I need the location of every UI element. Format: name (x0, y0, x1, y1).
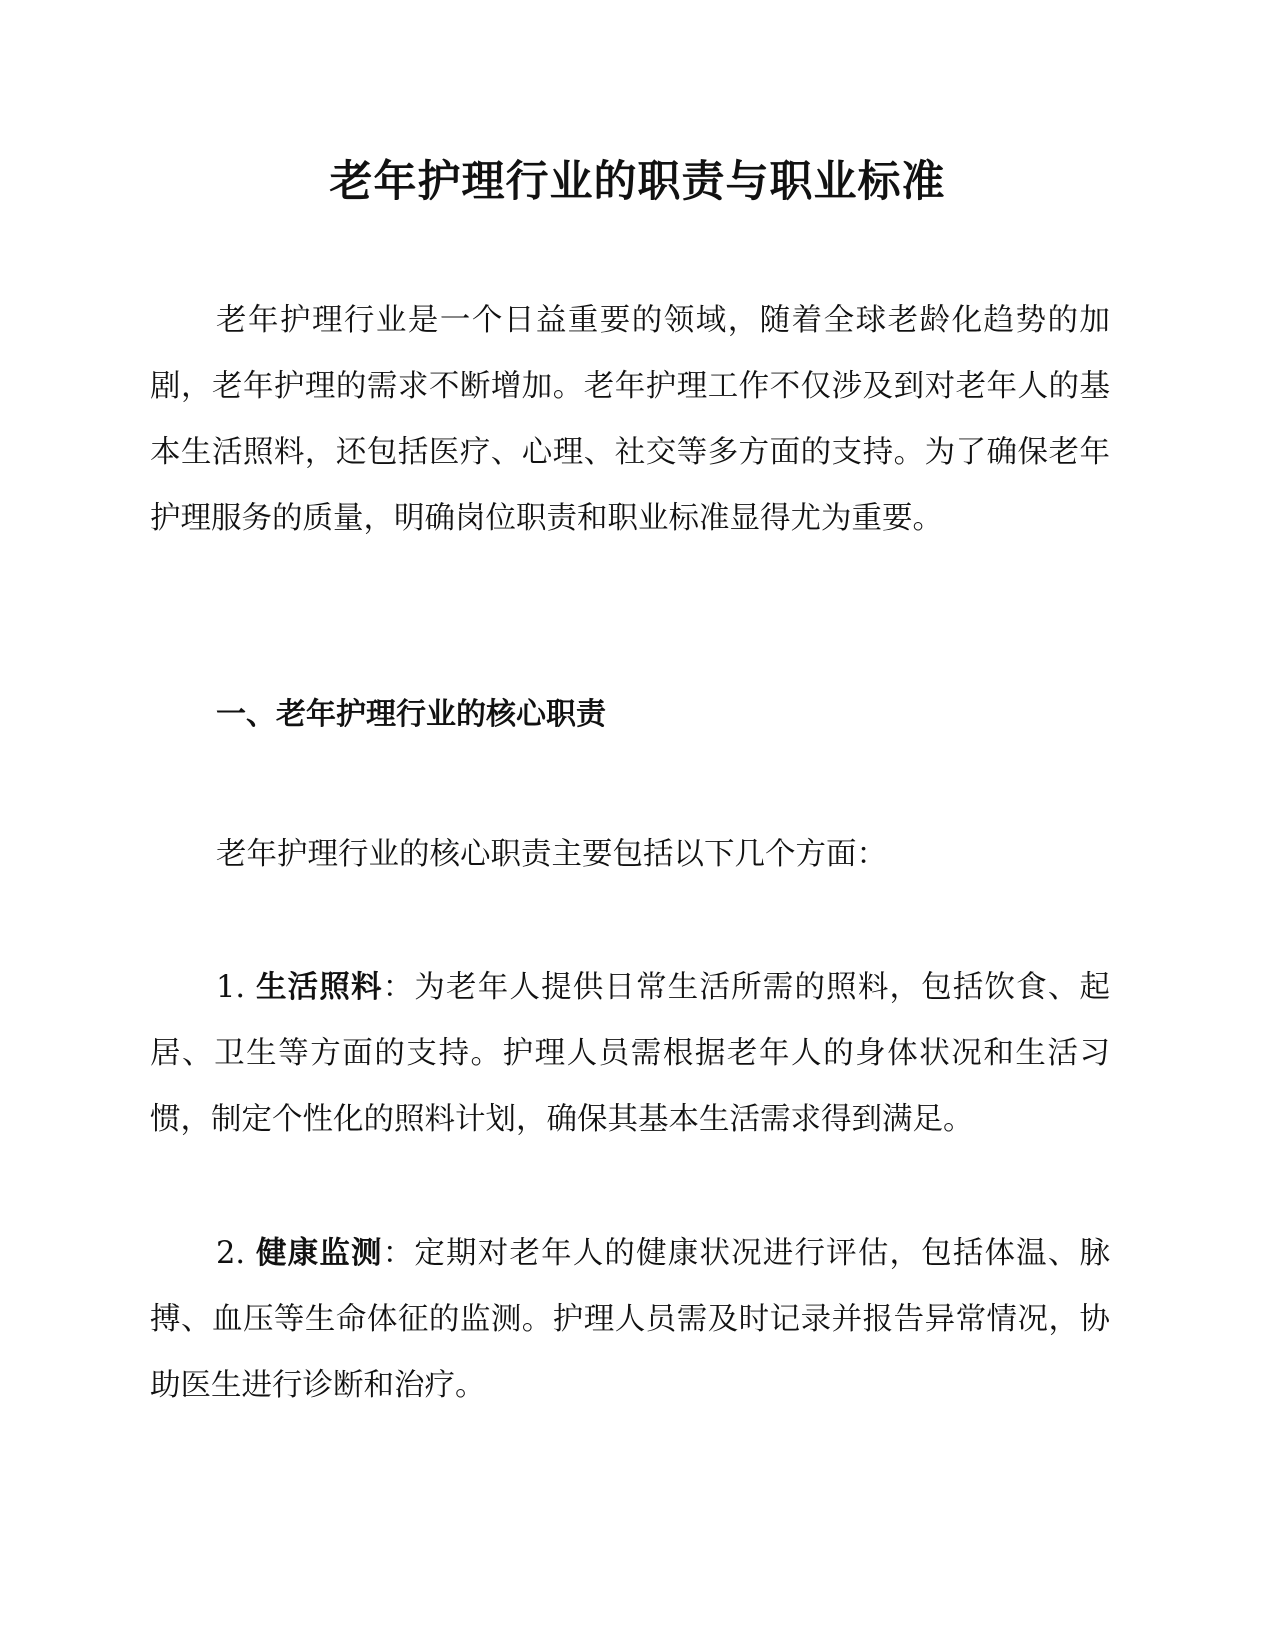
list-item-separator: ： (382, 1236, 415, 1271)
document-title: 老年护理行业的职责与职业标准 (329, 157, 946, 207)
list-item-term: 健康监测 (255, 1236, 383, 1271)
list-item-text: 定期对老年人的健康状况进行评估，包括体温、脉搏、血压等生命体征的监测。护理人员需及时记录并报告异常情况，协助医生进行诊断和治疗。 (150, 1236, 1111, 1403)
section-heading: 一、老年护理行业的核心职责 (216, 697, 606, 732)
list-item-number: 1. (216, 970, 256, 1005)
list-item-text: 为老年人提供日常生活所需的照料，包括饮食、起居、卫生等方面的支持。护理人员需根据老年人的身体状况和生活习惯，制定个性化的照料计划，确保其基本生活需求得到满足。 (150, 970, 1111, 1137)
list-item-separator: ： (382, 970, 415, 1005)
list-item-term: 生活照料 (255, 970, 383, 1005)
intro-paragraph: 老年护理行业是一个日益重要的领域，随着全球老龄化趋势的加剧，老年护理的需求不断增加。老年护理工作不仅涉及到对老年人的基本生活照料，还包括医疗、心理、社交等多方面的支持。为了确保老年护理服务的质量，明确岗位职责和职业标准显得尤为重要。 (150, 303, 1110, 536)
section-lead-paragraph: 老年护理行业的核心职责主要包括以下几个方面： (216, 837, 887, 872)
list-item-number: 2. (216, 1236, 256, 1271)
list-item-health-monitoring (150, 1221, 1110, 1419)
list-item-living-care (150, 955, 1110, 1153)
